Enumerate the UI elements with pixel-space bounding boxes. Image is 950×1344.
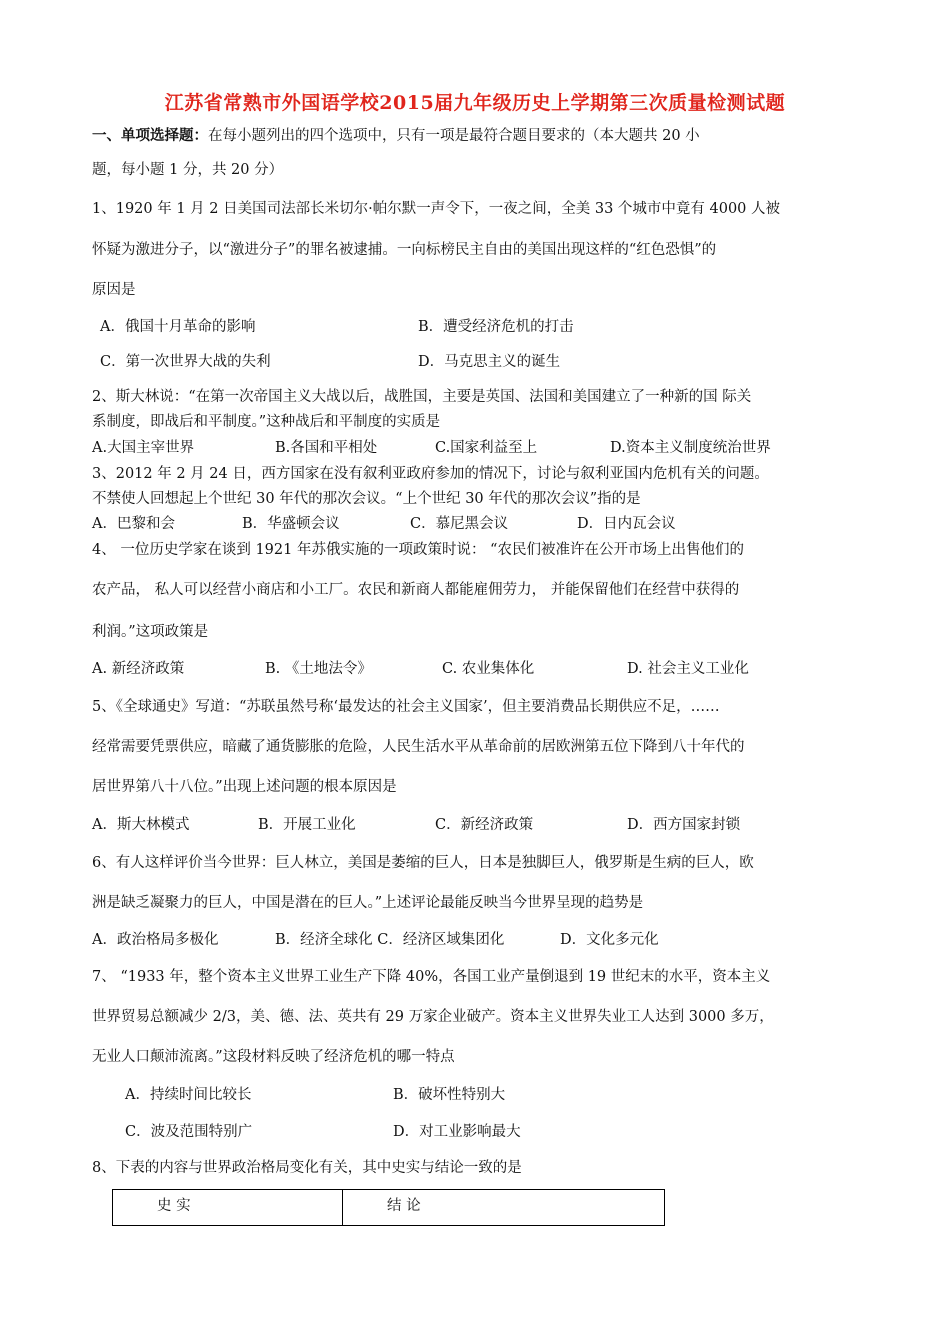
question-4-option-c[interactable]: C. 农业集体化 xyxy=(442,661,535,677)
question-2-option-d[interactable]: D.资本主义制度统治世界 xyxy=(610,440,771,456)
question-5-option-d[interactable]: D．西方国家封锁 xyxy=(627,817,741,833)
question-5-option-b[interactable]: B．开展工业化 xyxy=(258,817,356,833)
question-4-line-3: 利润。”这项政策是 xyxy=(92,624,209,640)
question-4-line-1: 4、 一位历史学家在谈到 1921 年苏俄实施的一项政策时说： “农民们被准许在公开市场上出售他们的 xyxy=(92,542,744,558)
section-header-line-2: 题，每小题 1 分，共 20 分） xyxy=(92,162,284,178)
question-1-option-a[interactable]: A．俄国十月革命的影响 xyxy=(100,319,256,335)
question-7-option-c[interactable]: C．波及范围特别广 xyxy=(125,1124,253,1140)
question-8-line-1: 8、下表的内容与世界政治格局变化有关，其中史实与结论一致的是 xyxy=(92,1160,522,1176)
question-1-option-d[interactable]: D．马克思主义的诞生 xyxy=(418,354,561,370)
question-7-option-b[interactable]: B．破坏性特别大 xyxy=(393,1087,506,1103)
question-5-option-a[interactable]: A．斯大林模式 xyxy=(92,817,190,833)
question-5-line-3: 居世界第八十八位。”出现上述问题的根本原因是 xyxy=(92,779,397,795)
question-2-line-1: 2、斯大林说：“在第一次帝国主义大战以后，战胜国，主要是英国、法国和美国建立了一种新的国 际关 xyxy=(92,389,752,405)
question-5-option-c[interactable]: C．新经济政策 xyxy=(435,817,534,833)
question-4-line-2: 农产品， 私人可以经营小商店和小工厂。农民和新商人都能雇佣劳力， 并能保留他们在经营中获得的 xyxy=(92,582,740,598)
question-3-option-d[interactable]: D．日内瓦会议 xyxy=(577,516,676,532)
question-4-option-b[interactable]: B. 《土地法令》 xyxy=(265,661,372,677)
question-5-line-2: 经常需要凭票供应，暗藏了通货膨胀的危险，人民生活水平从革命前的居欧洲第五位下降到八十年代的 xyxy=(92,739,745,755)
question-3-line-1: 3、2012 年 2 月 24 日，西方国家在没有叙利亚政府参加的情况下，讨论与叙利亚国内危机有关的问题。 xyxy=(92,466,769,482)
question-7-line-1: 7、 “1933 年，整个资本主义世界工业生产下降 40%，各国工业产量倒退到 19 世纪末的水平，资本主义 xyxy=(92,969,771,985)
question-6-line-2: 洲是缺乏凝聚力的巨人，中国是潜在的巨人。”上述评论最能反映当今世界呈现的趋势是 xyxy=(92,895,644,911)
table-header-conclusion: 结 论 xyxy=(343,1190,665,1226)
question-3-option-a[interactable]: A．巴黎和会 xyxy=(92,516,175,532)
document-title: 江苏省常熟市外国语学校2015届九年级历史上学期第三次质量检测试题 xyxy=(164,92,786,114)
question-5-line-1: 5、《全球通史》写道：“苏联虽然号称‘最发达的社会主义国家’，但主要消费品长期供应不足，…… xyxy=(92,699,720,715)
question-3-option-b[interactable]: B．华盛顿会议 xyxy=(242,516,340,532)
section-header-line-1 xyxy=(92,124,700,145)
question-1-option-c[interactable]: C．第一次世界大战的失利 xyxy=(100,354,271,370)
question-1-option-b[interactable]: B．遭受经济危机的打击 xyxy=(418,319,574,335)
question-6-option-a[interactable]: A．政治格局多极化 xyxy=(92,932,219,948)
question-2-line-2: 系制度，即战后和平制度。”这种战后和平制度的实质是 xyxy=(92,414,441,430)
question-7-option-a[interactable]: A．持续时间比较长 xyxy=(125,1087,252,1103)
facts-table xyxy=(112,1189,665,1226)
question-4-option-a[interactable]: A. 新经济政策 xyxy=(92,661,185,677)
question-4-option-d[interactable]: D. 社会主义工业化 xyxy=(627,661,749,677)
question-3-option-c[interactable]: C．慕尼黑会议 xyxy=(410,516,509,532)
question-6-option-bc[interactable]: B．经济全球化 C．经济区域集团化 xyxy=(275,932,505,948)
question-3-line-2: 不禁使人回想起上个世纪 30 年代的那次会议。“上个世纪 30 年代的那次会议”指的是 xyxy=(92,491,641,507)
question-1-line-1: 1、1920 年 1 月 2 日美国司法部长米切尔·帕尔默一声令下，一夜之间，全美 33 个城市中竟有 4000 人被 xyxy=(92,201,781,217)
question-2-option-a[interactable]: A.大国主宰世界 xyxy=(92,440,195,456)
question-6-line-1: 6、有人这样评价当今世界：巨人林立，美国是萎缩的巨人，日本是独脚巨人，俄罗斯是生病的巨人，欧 xyxy=(92,855,754,871)
section-instructions: 在每小题列出的四个选项中，只有一项是最符合题目要求的（本大题共 20 小 xyxy=(208,128,700,144)
table-header-facts: 史 实 xyxy=(113,1190,343,1226)
question-7-line-3: 无业人口颠沛流离。”这段材料反映了经济危机的哪一特点 xyxy=(92,1049,455,1065)
table-row xyxy=(113,1190,665,1226)
question-6-option-d[interactable]: D．文化多元化 xyxy=(560,932,659,948)
question-7-option-d[interactable]: D．对工业影响最大 xyxy=(393,1124,521,1140)
question-2-option-b[interactable]: B.各国和平相处 xyxy=(275,440,378,456)
question-1-line-3: 原因是 xyxy=(92,282,136,298)
section-label: 一、单项选择题： xyxy=(92,127,208,144)
question-2-option-c[interactable]: C.国家利益至上 xyxy=(435,440,538,456)
question-7-line-2: 世界贸易总额减少 2/3，美、德、法、英共有 29 万家企业破产。资本主义世界失业工人达到 3000 多万， xyxy=(92,1009,774,1025)
question-1-line-2: 怀疑为激进分子，以“激进分子”的罪名被逮捕。一向标榜民主自由的美国出现这样的“红色恐惧”的 xyxy=(92,242,717,258)
